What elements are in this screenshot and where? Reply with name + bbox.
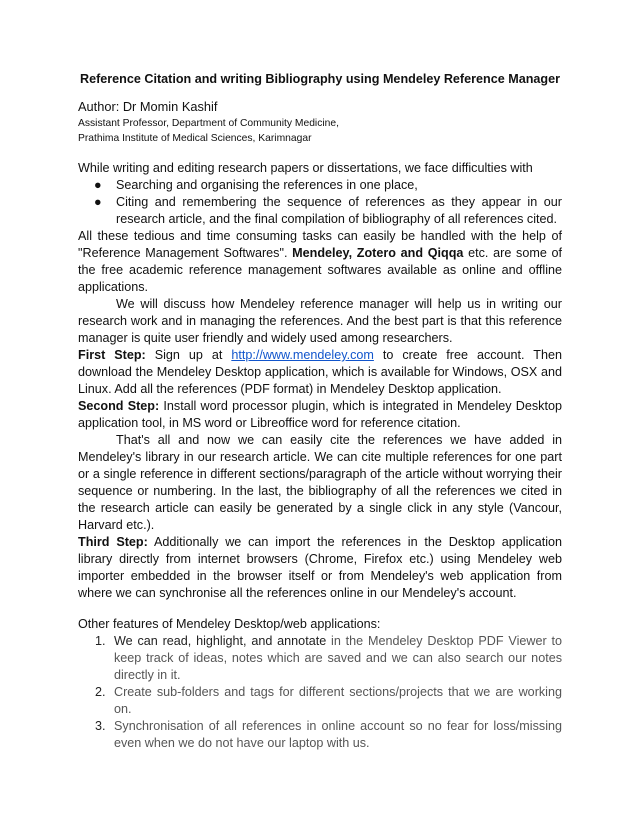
step-label: First Step: (78, 348, 146, 362)
list-item-text: Synchronisation of all references in online account so no fear for loss/missing even when we do not have our laptop with us. (114, 719, 562, 750)
mendeley-link[interactable]: http://www.mendeley.com (231, 348, 374, 362)
third-step-paragraph (78, 534, 562, 602)
document-title: Reference Citation and writing Bibliography using Mendeley Reference Manager (79, 72, 561, 86)
intro-paragraph: While writing and editing research papers or dissertations, we face difficulties with (78, 161, 533, 175)
list-item-text: Citing and remembering the sequence of references as they appear in our research article, and the final compilation of bibliography of all references cited. (116, 195, 562, 226)
list-number: 1. (95, 634, 106, 648)
paragraph-text: etc. are some of the free academic reference management softwares available as online and offline applications. (78, 246, 563, 294)
list-number: 3. (95, 719, 106, 733)
affiliation-line-2: Prathima Institute of Medical Sciences, Karimnagar (78, 133, 312, 144)
features-heading: Other features of Mendeley Desktop/web applications: (78, 617, 381, 631)
software-names: Mendeley, Zotero and Qiqqa (292, 246, 464, 260)
paragraph-text: to create free account. Then download the Mendeley Desktop application, which is available for Windows, OSX and Linux. Add all the references (PDF format) in Mendeley Desktop application. (78, 348, 562, 396)
features-list (78, 633, 562, 752)
paragraph-text: Install word processor plugin, which is integrated in Mendeley Desktop application tool, in MS word or Libreoffice word for reference citation. (78, 399, 562, 430)
first-step-paragraph (78, 347, 562, 398)
bullet-icon: ● (94, 195, 102, 209)
list-item (78, 633, 562, 684)
author-line: Author: Dr Momin Kashif (78, 99, 218, 114)
spacer (78, 602, 562, 616)
list-item (78, 718, 562, 752)
list-item (78, 177, 562, 194)
citation-paragraph: That's all and now we can easily cite the references we have added in Mendeley's library in our research article. We can cite multiple references for one part or a single reference in different sections/paragraph of the article without worrying their sequence or numbering. In the last, the bibliography of all the references we cited in the research article can easily be generated by a single click in any style (Vancour, Harvard etc.). (78, 433, 562, 532)
list-item-text: We can read, highlight, and annotate (114, 634, 327, 648)
list-item-text: in the Mendeley Desktop PDF Viewer to keep track of ideas, notes which are saved and we can also search our notes directly in it. (114, 634, 562, 682)
document-page (78, 72, 562, 752)
list-item-text: Searching and organising the references in one place, (116, 178, 418, 192)
list-item-text: Create sub-folders and tags for different sections/projects that we are working on. (114, 685, 562, 716)
paragraph-text: Sign up at (145, 348, 232, 362)
list-item (78, 684, 562, 718)
paragraph-text: All these tedious and time consuming tasks can easily be handled with the help of "Reference Management Softwares". (78, 229, 562, 260)
software-paragraph (78, 228, 562, 296)
list-number: 2. (95, 685, 106, 699)
step-label: Second Step: (78, 399, 160, 413)
bullet-icon: ● (94, 178, 102, 192)
mendeley-paragraph: We will discuss how Mendeley reference manager will help us in writing our research work and in managing the references. And the best part is that this reference manager is quite user friendly and widely used among researchers. (78, 297, 562, 345)
affiliation-line-1: Assistant Professor, Department of Community Medicine, (78, 118, 339, 129)
second-step-paragraph (78, 398, 562, 432)
spacer (78, 146, 562, 160)
step-label: Third Step: (78, 535, 148, 549)
difficulties-list (78, 177, 562, 228)
list-item (78, 194, 562, 228)
paragraph-text: Additionally we can import the references in the Desktop application library directly from internet browsers (Chrome, Firefox etc.) using Mendeley web importer embedded in the browser itself or from Mendeley's web application from where we can synchronise all the references online in our Mendeley's account. (78, 535, 563, 600)
